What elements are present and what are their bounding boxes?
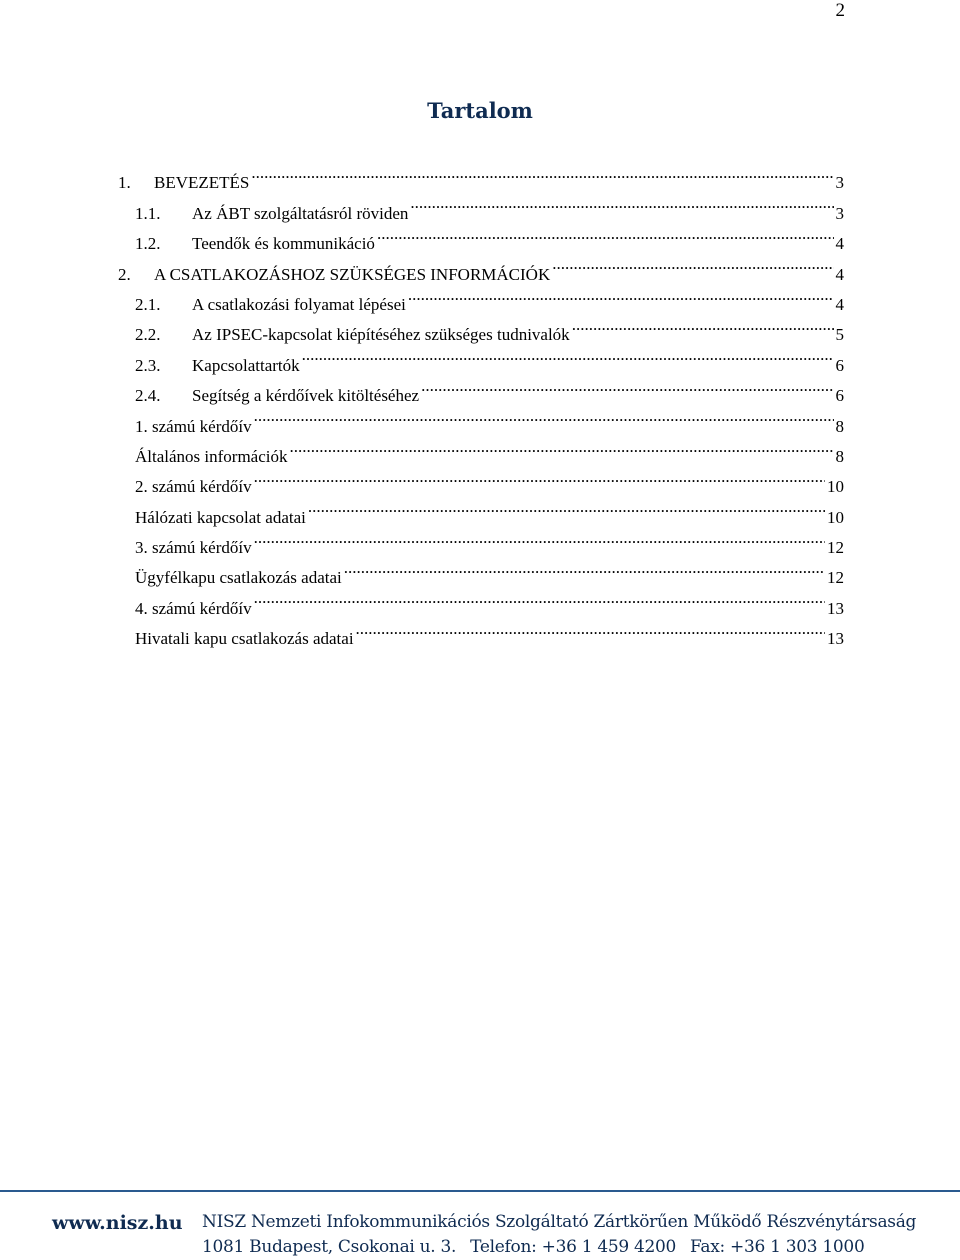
toc-entry-page: 6 [835, 386, 844, 406]
footer-fax: Fax: +36 1 303 1000 [690, 1237, 865, 1257]
footer-divider [0, 1190, 960, 1192]
toc-entry-label: BEVEZETÉS [154, 173, 250, 193]
toc-entry-number: 1.1. [135, 203, 161, 223]
toc-entry-label: A CSATLAKOZÁSHOZ SZÜKSÉGES INFORMÁCIÓK [154, 264, 551, 284]
toc-entry-number: 2.2. [135, 325, 161, 345]
toc-dot-leader [308, 492, 825, 522]
toc-entry-number: 2.3. [135, 355, 161, 375]
footer-address: 1081 Budapest, Csokonai u. 3. [202, 1237, 457, 1257]
toc-entry-label: Segítség a kérdőívek kitöltéséhez [192, 386, 420, 406]
toc-entry-page: 6 [835, 355, 844, 375]
toc-entry-label: Általános információk [135, 446, 288, 466]
toc-dot-leader [254, 462, 825, 492]
toc-dot-leader [290, 432, 834, 462]
toc-dot-leader [254, 523, 825, 553]
toc-entry-page: 10 [827, 507, 844, 527]
toc-entry-page: 5 [835, 325, 844, 345]
toc-dot-leader [408, 280, 834, 310]
toc-entry-number: 2.4. [135, 386, 161, 406]
toc-entry-label: Kapcsolattartók [192, 355, 300, 375]
toc-dot-leader [251, 158, 833, 188]
toc-entry-page: 12 [827, 538, 844, 558]
toc-entry-number: 1.2. [135, 234, 161, 254]
toc-entry-page: 8 [835, 416, 844, 436]
toc-entry-label: Hivatali kapu csatlakozás adatai [135, 629, 354, 649]
toc-dot-leader [377, 219, 834, 249]
toc-entry-page: 3 [835, 203, 844, 223]
footer-company-name: NISZ Nemzeti Infokommunikációs Szolgáltató Zártkörűen Működő Részvénytársaság [202, 1212, 917, 1232]
toc-dot-leader [421, 371, 833, 401]
toc-dot-leader [254, 583, 825, 613]
toc-entry[interactable] [118, 158, 844, 193]
toc-entry-page: 13 [827, 629, 844, 649]
toc-entry-label: Ügyfélkapu csatlakozás adatai [135, 568, 342, 588]
toc-entry-page: 8 [835, 446, 844, 466]
toc-dot-leader [302, 340, 834, 370]
footer-website[interactable]: www.nisz.hu [52, 1212, 183, 1234]
toc-entry-page: 12 [827, 568, 844, 588]
toc-entry-label: 3. számú kérdőív [135, 538, 252, 558]
toc-entry-number: 1. [118, 173, 131, 193]
toc-entry-label: Teendők és kommunikáció [192, 234, 375, 254]
toc-title: Tartalom [427, 98, 533, 123]
toc-dot-leader [254, 401, 834, 431]
toc-entry-label: 2. számú kérdőív [135, 477, 252, 497]
toc-entry-label: A csatlakozási folyamat lépései [192, 294, 406, 314]
table-of-contents [118, 158, 844, 649]
toc-entry-number: 2. [118, 264, 131, 284]
toc-entry-number: 2.1. [135, 294, 161, 314]
toc-dot-leader [552, 249, 833, 279]
toc-entry-page: 3 [835, 173, 844, 193]
toc-entry-page: 4 [835, 264, 844, 284]
toc-entry-label: 1. számú kérdőív [135, 416, 252, 436]
toc-entry-label: Az ÁBT szolgáltatásról röviden [192, 203, 409, 223]
toc-entry-label: 4. számú kérdőív [135, 598, 252, 618]
toc-entry-page: 4 [835, 294, 844, 314]
page-footer [0, 1190, 960, 1260]
toc-entry-page: 4 [835, 234, 844, 254]
toc-dot-leader [344, 553, 825, 583]
toc-dot-leader [572, 310, 834, 340]
footer-contact-line [202, 1237, 864, 1257]
page-number: 2 [835, 0, 845, 21]
footer-phone: Telefon: +36 1 459 4200 [470, 1237, 677, 1257]
toc-entry-page: 10 [827, 477, 844, 497]
toc-dot-leader [410, 188, 833, 218]
toc-dot-leader [356, 614, 825, 644]
toc-entry-page: 13 [827, 598, 844, 618]
toc-entry-label: Az IPSEC-kapcsolat kiépítéséhez szükséges tudnivalók [192, 325, 570, 345]
toc-entry-label: Hálózati kapcsolat adatai [135, 507, 306, 527]
